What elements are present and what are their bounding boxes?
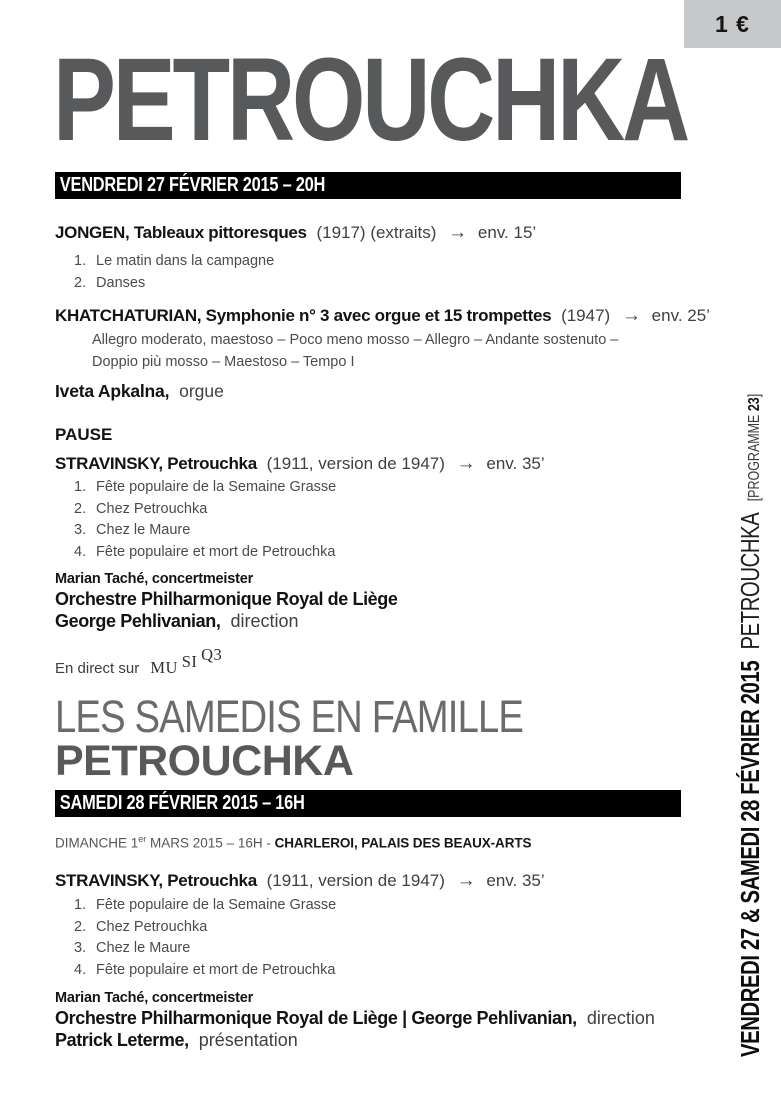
concertmeister-line: Marian Taché, concertmeister	[55, 990, 254, 1006]
musiq3-logo-mu: MU	[150, 658, 178, 677]
arrow-icon: →	[456, 870, 476, 891]
presenter-name: Patrick Leterme,	[55, 1029, 189, 1050]
movement-number: 2.	[74, 918, 87, 935]
broadcast-prefix: En direct sur	[55, 660, 140, 677]
price-badge	[684, 0, 781, 48]
soloist-line	[55, 379, 735, 403]
movement-line: Allegro moderato, maestoso – Poco meno mosso – Allegro – Andante sostenuto –	[92, 332, 619, 348]
presenter-line	[55, 1030, 735, 1052]
movement-number: 2.	[74, 274, 87, 291]
musiq3-logo	[143, 645, 223, 677]
movement-text: Chez Petrouchka	[96, 500, 208, 517]
movement-item	[74, 917, 735, 939]
movement-text: Chez Petrouchka	[96, 918, 208, 935]
movement-number: 4.	[74, 961, 87, 978]
work2-composer-title: KHATCHATURIAN, Symphonie n° 3 avec orgue et 15 trompettes	[55, 306, 552, 325]
musiq3-logo-si: SI	[181, 652, 198, 671]
alt-date-rest: MARS 2015 – 16H -	[146, 835, 275, 851]
movement-item	[74, 499, 735, 521]
musiq3-logo-q3: Q3	[201, 645, 223, 664]
programme-bracket-open: [PROGRAMME	[746, 411, 763, 502]
broadcast-line	[55, 645, 735, 680]
movement-number: 2.	[74, 500, 87, 517]
work3-composer-title: STRAVINSKY, Petrouchka	[55, 454, 257, 473]
arrow-icon: →	[448, 222, 468, 243]
movement-number: 1.	[74, 253, 87, 269]
arrow-icon: →	[621, 305, 641, 326]
conductor-role: direction	[586, 1008, 655, 1028]
movement-text: Le matin dans la campagne	[96, 253, 275, 269]
series-title: LES SAMEDIS EN FAMILLE	[55, 691, 524, 742]
arrow-icon: →	[456, 453, 476, 474]
work-composer-title: STRAVINSKY, Petrouchka	[55, 871, 257, 890]
work2-details: (1947)	[561, 306, 611, 325]
work2-heading	[55, 304, 735, 328]
work2-movement-lines	[55, 329, 735, 373]
movement-text: Fête populaire de la Semaine Grasse	[96, 897, 337, 913]
price-label: 1 €	[715, 10, 750, 37]
work-duration: env. 35’	[486, 871, 545, 890]
concert2-work-heading	[55, 870, 735, 892]
movement-text: Chez le Maure	[96, 940, 191, 956]
movement-number: 4.	[74, 543, 87, 560]
movement-text: Danses	[96, 274, 146, 291]
presenter-role: présentation	[198, 1029, 298, 1050]
movement-item	[74, 960, 735, 982]
conductor-name: George Pehlivanian,	[55, 610, 221, 631]
movement-item	[74, 542, 735, 564]
programme-number: 23	[746, 397, 763, 412]
movement-item	[74, 895, 735, 917]
work-details: (1911, version de 1947)	[266, 871, 445, 890]
concertmeister-line: Marian Taché, concertmeister	[55, 571, 254, 587]
work3-details: (1911, version de 1947)	[266, 454, 445, 473]
movement-item	[74, 520, 735, 542]
movement-number: 3.	[74, 522, 87, 538]
concert2-programme	[55, 870, 735, 1051]
alt-date-venue: CHARLEROI, PALAIS DES BEAUX-ARTS	[274, 835, 532, 851]
movement-line: Doppio più mosso – Maestoso – Tempo I	[92, 354, 355, 370]
conductor-line	[55, 611, 735, 633]
sidebar-vertical-label	[735, 394, 770, 1057]
work1-movements	[55, 251, 735, 294]
concert2-date-text: SAMEDI 28 FÉVRIER 2015 – 16H	[59, 791, 305, 814]
movement-text: Fête populaire de la Semaine Grasse	[96, 479, 337, 495]
work3-movements	[55, 477, 735, 563]
conductor-role: direction	[230, 610, 299, 631]
work3-duration: env. 35’	[486, 454, 545, 473]
orchestra-name: Orchestre Philharmonique Royal de Liège	[55, 589, 398, 609]
sidebar-title: PETROUCHKA	[735, 512, 765, 650]
orchestra-conductor-line	[55, 1008, 735, 1030]
orchestra-line	[55, 589, 735, 611]
movement-text: Fête populaire et mort de Petrouchka	[96, 543, 336, 560]
movement-number: 1.	[74, 897, 87, 913]
concert1-credits	[55, 570, 735, 632]
work1-heading	[55, 221, 735, 245]
work2-duration: env. 25’	[651, 306, 710, 325]
soloist-role: orgue	[179, 381, 224, 401]
orchestra-conductor-names: Orchestre Philharmonique Royal de Liège | George Pehlivanian,	[55, 1008, 577, 1028]
movement-item	[74, 477, 735, 499]
movement-number: 1.	[74, 479, 87, 495]
movement-item	[74, 938, 735, 960]
alt-date-prefix: DIMANCHE 1	[55, 835, 139, 851]
work1-details: (1917) (extraits)	[316, 223, 437, 242]
family-series-header	[55, 691, 606, 785]
movement-number: 3.	[74, 940, 87, 956]
page-title: PETROUCHKA	[53, 34, 688, 166]
sidebar-dates: VENDREDI 27 & SAMEDI 28 FÉVRIER 2015	[735, 660, 765, 1057]
concert1-date-text: VENDREDI 27 FÉVRIER 2015 – 20H	[59, 173, 326, 196]
movement-item	[74, 273, 735, 295]
pause-label: PAUSE	[55, 425, 113, 444]
soloist-name: Iveta Apkalna,	[55, 381, 170, 401]
movement-text: Fête populaire et mort de Petrouchka	[96, 961, 336, 978]
sidebar-programme-ref	[746, 394, 763, 501]
concert2-work-movements	[55, 895, 735, 981]
series-subtitle: PETROUCHKA	[55, 737, 354, 785]
concert1-date-bar	[55, 172, 681, 199]
work1-composer-title: JONGEN, Tableaux pittoresques	[55, 223, 307, 242]
programme-bracket-close: ]	[746, 393, 763, 398]
alt-date-ordinal: er	[138, 834, 147, 844]
alternate-date-line	[55, 831, 531, 852]
work1-duration: env. 15’	[477, 223, 537, 242]
concert2-date-bar	[55, 790, 681, 817]
concert1-programme	[55, 221, 735, 680]
movement-item	[74, 251, 735, 273]
movement-text: Chez le Maure	[96, 522, 191, 538]
work3-heading	[55, 453, 735, 475]
concert2-credits	[55, 989, 735, 1051]
